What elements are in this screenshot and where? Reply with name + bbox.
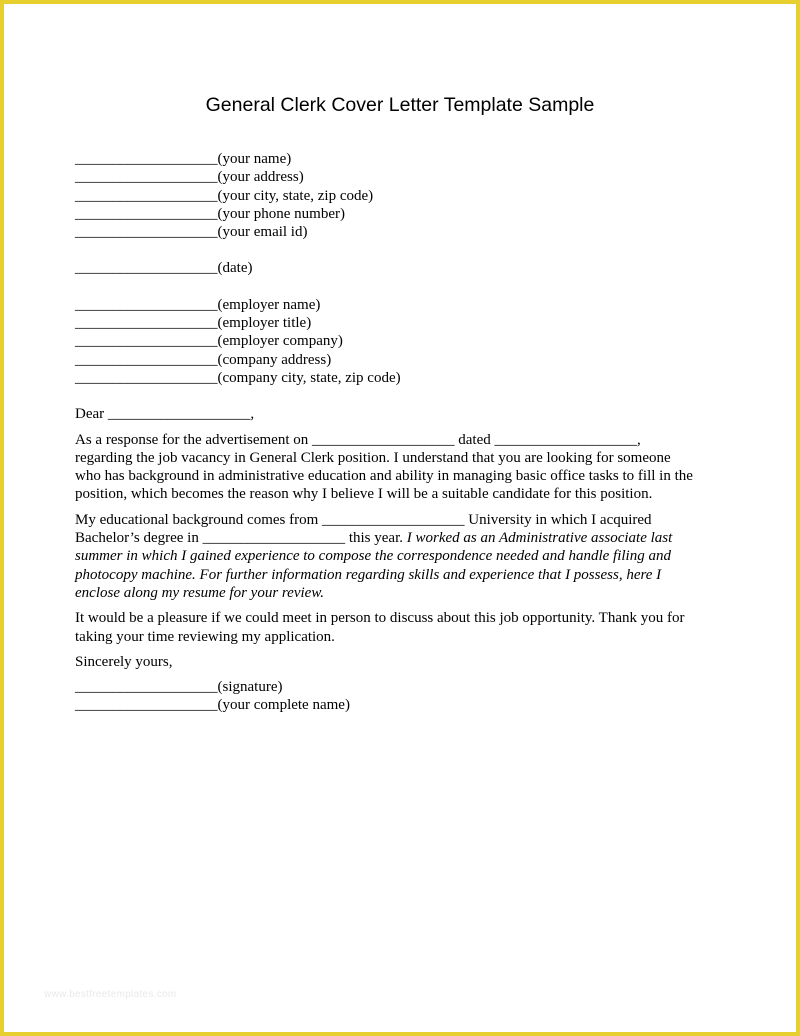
paragraph-2-line-3: summer in which I gained experience to compose the correspondence needed and handle filing and (75, 548, 671, 565)
paragraph-2-line-2-italic: I worked as an Administrative associate last (406, 530, 673, 547)
letter-body (75, 150, 735, 715)
employer-company-line: ___________________(employer company) (75, 333, 343, 350)
paragraph-2-line-2-plain: Bachelor’s degree in ___________________ this year. (75, 530, 407, 547)
employer-block (75, 296, 735, 387)
paragraph-2-line-2 (75, 529, 735, 547)
page-title: General Clerk Cover Letter Template Sample (205, 94, 595, 116)
paragraph-3 (75, 609, 735, 646)
sender-block (75, 150, 735, 241)
paragraph-2-line-4: photocopy machine. For further information regarding skills and experience that I possess, here I (75, 566, 662, 583)
sender-city-line: ___________________(your city, state, zip code) (75, 187, 374, 204)
watermark: www.bestfreetemplates.com (44, 989, 177, 1000)
salutation: Dear ___________________, (75, 406, 255, 423)
signature-line: ___________________(signature) (75, 679, 283, 696)
closing-block (75, 653, 735, 671)
paragraph-1-line-3: who has background in administrative education and ability in managing basic office tasks to fill in the (75, 468, 693, 485)
date-line: ___________________(date) (75, 260, 253, 277)
paragraph-2-line-1: My educational background comes from ___________________ University in which I acquired (75, 511, 652, 528)
complete-name-line: ___________________(your complete name) (75, 697, 350, 714)
paragraph-2-line-5: enclose along my resume for your review. (75, 584, 324, 601)
sender-name-line: ___________________(your name) (75, 151, 292, 167)
sender-phone-line: ___________________(your phone number) (75, 205, 345, 222)
paragraph-2 (75, 511, 735, 602)
closing: Sincerely yours, (75, 653, 173, 670)
sender-address-line: ___________________(your address) (75, 169, 304, 186)
paragraph-3-line-1: It would be a pleasure if we could meet in person to discuss about this job opportunity. Thank you for (75, 610, 685, 627)
paragraph-1-line-2: regarding the job vacancy in General Clerk position. I understand that you are looking for someone (75, 449, 671, 466)
company-city-line: ___________________(company city, state, zip code) (75, 369, 401, 386)
paragraph-1-line-4: position, which becomes the reason why I believe I will be a suitable candidate for this position. (75, 486, 653, 503)
employer-name-line: ___________________(employer name) (75, 296, 321, 313)
paragraph-3-line-2: taking your time reviewing my application. (75, 628, 335, 645)
sender-email-line: ___________________(your email id) (75, 224, 308, 241)
employer-title-line: ___________________(employer title) (75, 315, 312, 332)
signature-block (75, 678, 735, 715)
salutation-block (75, 405, 735, 423)
paragraph-1 (75, 431, 735, 504)
paragraph-1-line-1: As a response for the advertisement on ___________________ dated ___________________, (75, 431, 641, 448)
company-address-line: ___________________(company address) (75, 351, 332, 368)
date-block (75, 259, 735, 277)
